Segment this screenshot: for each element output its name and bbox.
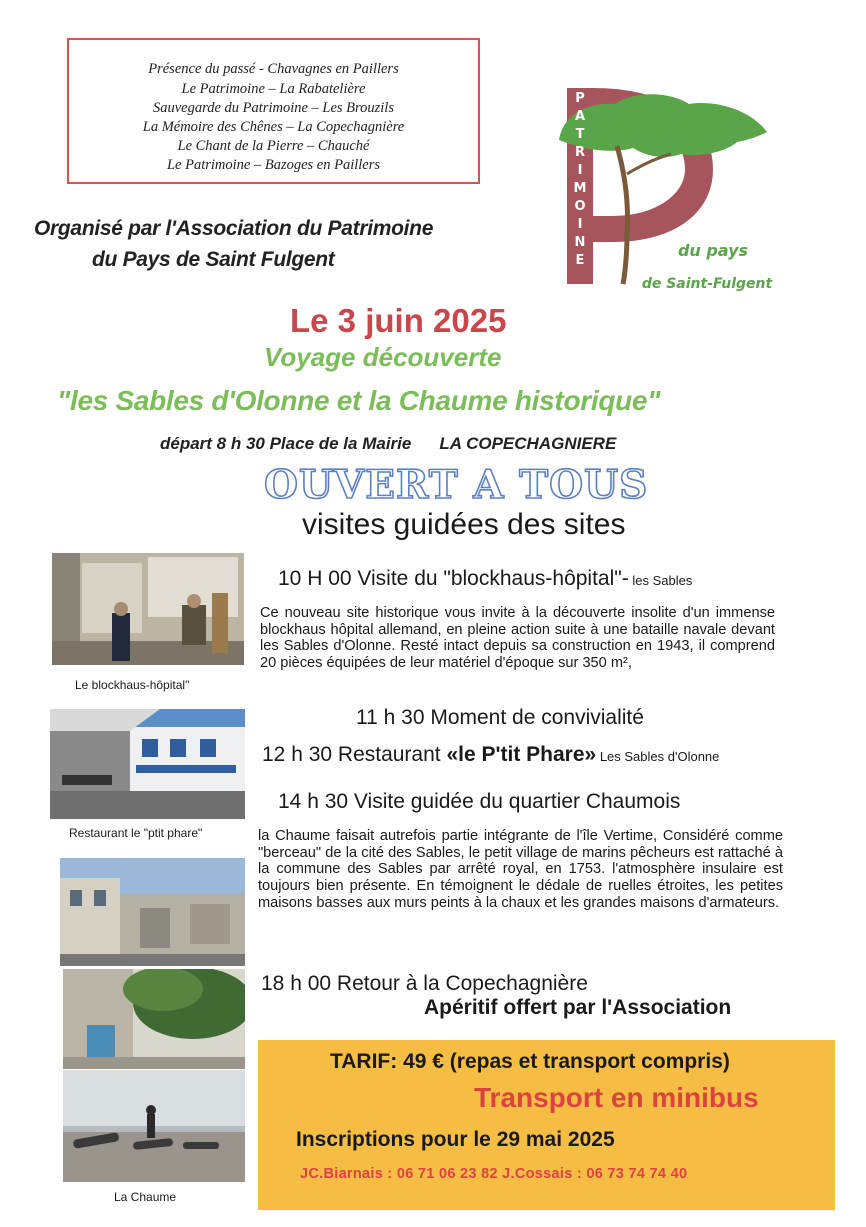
inscriptions-deadline: Inscriptions pour le 29 mai 2025 [296,1128,615,1151]
organizer-line2: du Pays de Saint Fulgent [92,248,335,271]
association-line: Le Patrimoine – Bazoges en Paillers [166,157,381,173]
chaume-street-photo [60,858,245,966]
schedule-item-conviviality: 11 h 30 Moment de convivialité [356,706,644,729]
tarif-text: TARIF: 49 € (repas et transport compris) [330,1050,730,1073]
blockhaus-description: Ce nouveau site historique vous invite à la découverte insolite d'un immense blockhaus hôpital allemand, en pleine action suite à une bataille navale devant les Sables d'Olonne. Resté intact depuis sa construction en 1943, il comprend 20 pièces équipées de leur matériel d'époque sur 350 m², [260,605,775,672]
patrimoine-logo [553,84,783,294]
event-subtitle: Voyage découverte [264,342,502,372]
logo-letter: N [574,235,586,250]
association-line: La Mémoire des Chênes – La Copechagnière [142,119,405,135]
schedule-item-blockhaus [278,567,692,591]
schedule-item-return: 18 h 00 Retour à la Copechagnière [261,972,588,995]
departure-info [160,434,616,454]
restaurant-caption: Restaurant le "ptit phare" [69,826,203,840]
schedule-blockhaus-location: les Sables [628,573,693,588]
logo-letter: T [575,127,585,142]
association-line: Présence du passé - Chavagnes en Paillers [148,61,399,77]
logo-line2: de Saint-Fulgent [641,276,773,292]
restaurant-photo [50,709,245,819]
visits-heading: visites guidées des sites [302,508,626,541]
blockhaus-caption: Le blockhaus-hôpital" [75,678,190,692]
transport-text: Transport en minibus [474,1082,759,1113]
chaume-description: la Chaume faisait autrefois partie intégrante de l'île Vertime, Considéré comme "berceau" de la cité des Sables, le petit village de marins pêcheurs est rattaché à la commune des Sables par arrêté royal, en 1753. l'atmosphère insulaire est toujours bien présente. En témoignent le dédale de ruelles étroites, les petites maisons basses aux murs peints à la chaux et les grandes maisons d'armateurs. [258,828,783,911]
schedule-blockhaus-title: 10 H 00 Visite du "blockhaus-hôpital"- [278,567,629,590]
logo-letter: M [573,181,587,196]
logo-letter: R [574,145,586,160]
logo-letter: A [574,109,586,124]
associations-box [67,38,480,184]
event-title: "les Sables d'Olonne et la Chaume historique" [57,385,661,416]
departure-text: départ 8 h 30 Place de la Mairie [160,434,412,453]
blockhaus-photo [52,553,244,665]
chaume-cannons-photo [63,1070,245,1182]
event-date: Le 3 juin 2025 [290,302,507,339]
aperitif-offer: Apéritif offert par l'Association [424,996,732,1019]
schedule-restaurant-name: «le P'tit Phare» [446,743,597,766]
schedule-item-restaurant [262,743,719,767]
open-to-all-banner: OUVERT A TOUS [264,462,649,508]
logo-letter: P [575,91,585,106]
logo-letter: E [575,253,585,268]
chaume-alley-photo [63,969,245,1069]
contact-phones: JC.Biarnais : 06 71 06 23 82 J.Cossais : 06 73 74 74 40 [300,1166,688,1182]
schedule-restaurant-location: Les Sables d'Olonne [596,749,720,764]
logo-letter: O [574,199,586,214]
association-line: Le Patrimoine – La Rabatelière [181,81,366,97]
departure-place: LA COPECHAGNIERE [439,434,617,453]
association-line: Le Chant de la Pierre – Chauché [177,138,370,154]
organizer-line1: Organisé par l'Association du Patrimoine [34,217,434,240]
logo-letter: I [577,217,583,232]
logo-letter: I [577,163,583,178]
association-line: Sauvegarde du Patrimoine – Les Brouzils [153,100,394,116]
chaume-caption: La Chaume [114,1190,177,1204]
schedule-item-chaume-visit: 14 h 30 Visite guidée du quartier Chaumois [278,790,681,813]
schedule-restaurant-title: 12 h 30 Restaurant [262,743,447,766]
logo-line1: du pays [677,241,749,260]
